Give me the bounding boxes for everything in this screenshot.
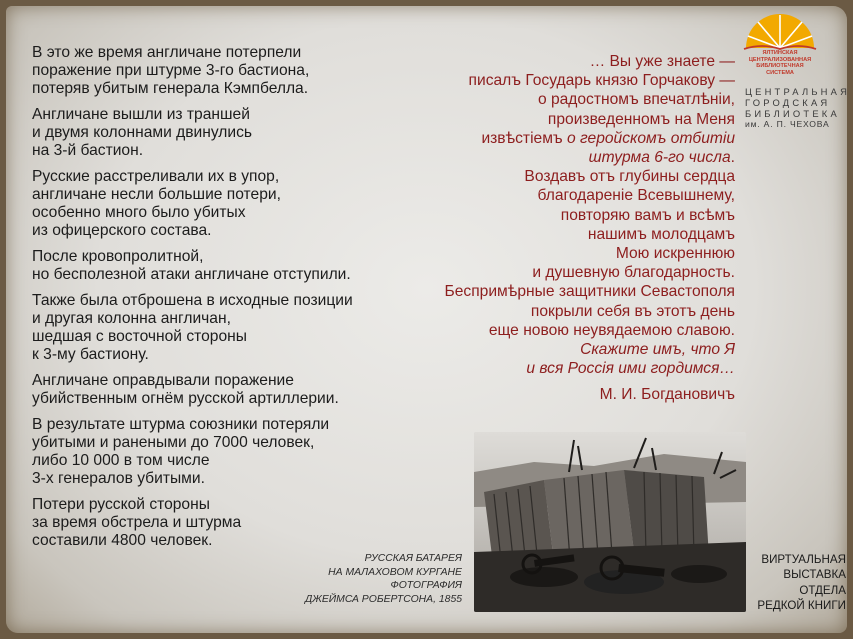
quote-line: повторяю вамъ и всѣмъ bbox=[560, 206, 735, 224]
library-logo bbox=[740, 10, 851, 130]
quote-line: Мою искреннюю bbox=[615, 245, 735, 263]
caption-line: НА МАЛАХОВОМ КУРГАНЕ bbox=[328, 566, 462, 578]
quote-block bbox=[405, 52, 735, 405]
quote-line: Воздавъ отъ глубины сердца bbox=[524, 168, 735, 186]
quote-line: Скажите имъ, что Я bbox=[580, 341, 735, 359]
quote-line: и вся Россія ими гордимся… bbox=[526, 360, 735, 378]
logo-small-line: СИСТЕМА bbox=[766, 69, 794, 76]
virtual-label-line: ВЫСТАВКА bbox=[783, 568, 846, 582]
quote-author: М. И. Богдановичъ bbox=[599, 386, 735, 404]
battery-photo-illustration bbox=[474, 432, 746, 612]
logo-big-line: ГОРОДСКАЯ bbox=[745, 96, 831, 108]
quote-line: Беспримѣрные защитники Севастополя bbox=[444, 283, 735, 301]
logo-big-line: им. А. П. ЧЕХОВА bbox=[745, 119, 830, 130]
quote-fragment-italic: о геройскомъ отбитіи bbox=[567, 129, 735, 147]
caption-line: РУССКАЯ БАТАРЕЯ bbox=[364, 553, 462, 564]
narrative-paragraph: Русские расстреливали их в упор, англичане несли большие потери, особенно много было убитых из офицерского состава. bbox=[32, 168, 281, 239]
narrative-paragraph: Потери русской стороны за время обстрела и штурма составили 4800 человек. bbox=[32, 496, 242, 549]
narrative-text bbox=[32, 44, 402, 558]
quote-fragment-italic: штурма 6-го числа bbox=[588, 149, 731, 167]
quote-line: еще новою неувядаемою славою. bbox=[488, 321, 735, 339]
battery-photo bbox=[474, 432, 746, 612]
quote-line: и душевную благодарность. bbox=[532, 264, 735, 282]
logo-big-line: ЦЕНТРАЛЬНАЯ bbox=[745, 86, 851, 97]
caption-line: ФОТОГРАФИЯ bbox=[390, 580, 462, 591]
quote-fragment: . bbox=[730, 149, 735, 167]
quote-line: благодареніе Всевышнему, bbox=[537, 187, 735, 205]
logo-system-name bbox=[740, 50, 820, 76]
quote-line: … Вы уже знаете — bbox=[589, 53, 735, 70]
photo-caption bbox=[290, 552, 462, 606]
caption-line: ДЖЕЙМСА РОБЕРТСОНА, 1855 bbox=[304, 593, 462, 605]
quote-fragment: извѣстіемъ bbox=[481, 129, 568, 147]
narrative-paragraph: В это же время англичане потерпели поражение при штурме 3-го бастиона, потеряв убитым генерала Кэмпбелла. bbox=[32, 44, 310, 97]
narrative-paragraph: В результате штурма союзники потеряли убитыми и ранеными до 7000 человек, либо 10 000 в том числе 3-х генералов убитыми. bbox=[32, 416, 330, 487]
sun-book-icon bbox=[740, 10, 830, 52]
narrative-paragraph: Англичане вышли из траншей и двумя колоннами двинулись на 3-й бастион. bbox=[32, 106, 253, 159]
logo-big-line: БИБЛИОТЕКА bbox=[745, 107, 840, 119]
quote-line: нашимъ молодцамъ bbox=[587, 225, 735, 243]
virtual-label-line: ВИРТУАЛЬНАЯ bbox=[761, 553, 846, 566]
quote-line bbox=[405, 148, 735, 167]
quote-line: о радостномъ впечатлѣніи, bbox=[537, 91, 735, 109]
logo-small-line: БИБЛИОТЕЧНАЯ bbox=[756, 63, 804, 69]
virtual-label-line: ОТДЕЛА bbox=[799, 583, 846, 597]
virtual-exhibition-label bbox=[752, 552, 846, 613]
narrative-paragraph: Также была отброшена в исходные позиции и другая колонна англичан, шедшая с восточной стороны к 3-му бастиону. bbox=[32, 292, 353, 363]
quote-line: покрыли себя въ этотъ день bbox=[530, 302, 735, 320]
logo-library-name bbox=[745, 87, 849, 130]
virtual-label-line: РЕДКОЙ КНИГИ bbox=[757, 598, 846, 612]
quote-line bbox=[405, 129, 735, 148]
narrative-paragraph: После кровопролитной, но бесполезной атаки англичане отступили. bbox=[32, 248, 351, 283]
logo-small-line: ЯЛТИНСКАЯ ЦЕНТРАЛИЗОВАННАЯ bbox=[748, 50, 812, 63]
narrative-paragraph: Англичане оправдывали поражение убийственным огнём русской артиллерии. bbox=[32, 372, 339, 407]
quote-line: произведенномъ на Меня bbox=[547, 110, 735, 128]
quote-line: писалъ Государь князю Горчакову — bbox=[468, 72, 735, 90]
